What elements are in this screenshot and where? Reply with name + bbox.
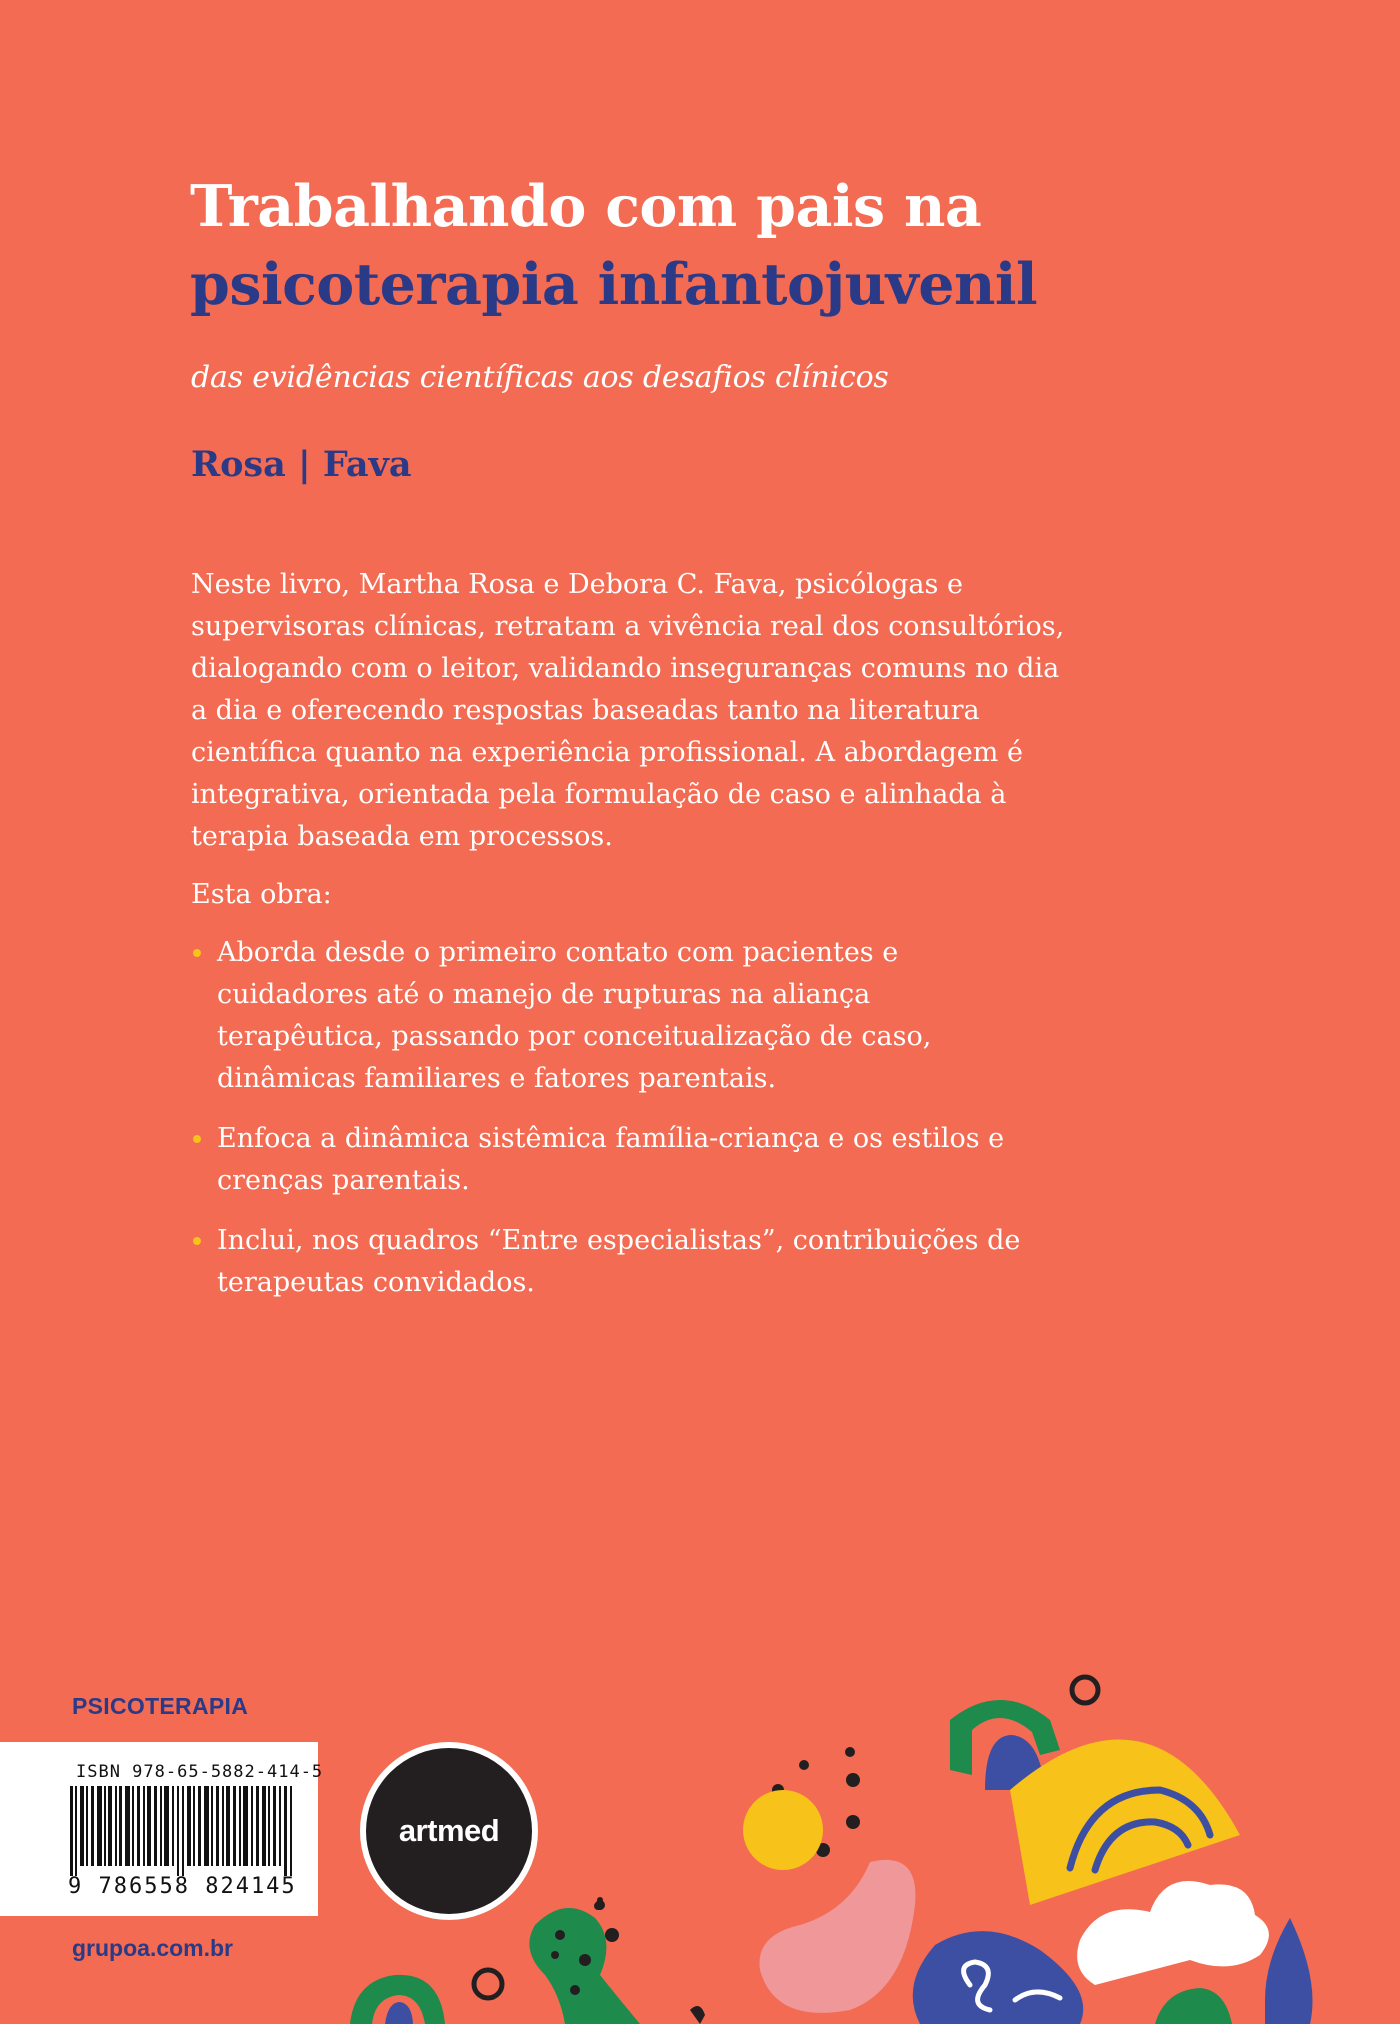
publisher-logo-text: artmed bbox=[398, 1813, 500, 1848]
back-cover-text bbox=[191, 564, 1071, 1322]
description-paragraph: Neste livro, Martha Rosa e Debora C. Fava, psicólogas e supervisoras clínicas, retratam a vivência real dos consultórios, dialogando com o leitor, validando inseguranças comuns no dia a dia e oferecendo respostas baseadas tanto na literatura científica quanto na experiência profissional. A abordagem é integrativa, orientada pela formulação de caso e alinhada à terapia baseada em processos. bbox=[191, 569, 1065, 852]
website-link[interactable]: grupoa.com.br bbox=[72, 1935, 234, 1961]
book-title bbox=[190, 168, 1290, 324]
intro-line: Esta obra: bbox=[191, 879, 332, 910]
bullet-dot-icon bbox=[193, 949, 201, 957]
authors: Rosa | Fava bbox=[191, 444, 412, 485]
list-item: Inclui, nos quadros “Entre especialistas”, contribuições de terapeutas convidados. bbox=[191, 1220, 1071, 1304]
list-item: Aborda desde o primeiro contato com pacientes e cuidadores até o manejo de rupturas na aliança terapêutica, passando por conceitualização de caso, dinâmicas familiares e fatores parentais. bbox=[191, 932, 1071, 1100]
isbn-label: ISBN 978-65-5882-414-5 bbox=[76, 1762, 324, 1782]
title-line-1: Trabalhando com pais na bbox=[190, 173, 982, 240]
feature-list bbox=[191, 932, 1071, 1304]
book-subtitle: das evidências científicas aos desafios clínicos bbox=[191, 360, 889, 395]
category-label: PSICOTERAPIA bbox=[72, 1693, 249, 1719]
barcode-icon bbox=[66, 1786, 302, 1876]
title-line-2: psicoterapia infantojuvenil bbox=[190, 251, 1038, 318]
list-item: Enfoca a dinâmica sistêmica família-criança e os estilos e crenças parentais. bbox=[191, 1118, 1071, 1202]
bullet-dot-icon bbox=[193, 1135, 201, 1143]
barcode-number: 9 786558 824145 bbox=[68, 1874, 297, 1899]
publisher-logo bbox=[360, 1742, 538, 1920]
bullet-dot-icon bbox=[193, 1237, 201, 1245]
